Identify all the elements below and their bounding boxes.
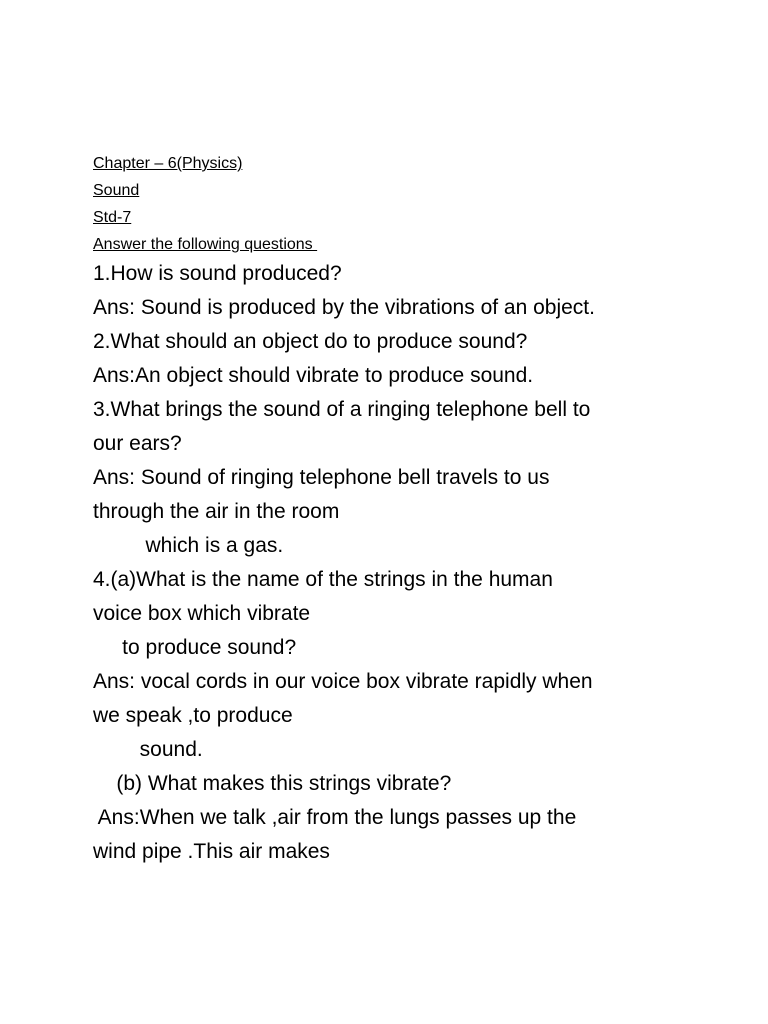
- answer-4b-line-1: Ans:When we talk ,air from the lungs passes up the: [93, 806, 577, 829]
- answer-2: Ans:An object should vibrate to produce sound.: [93, 364, 534, 387]
- topic-title: Sound: [93, 182, 140, 199]
- question-1: 1.How is sound produced?: [93, 262, 342, 285]
- chapter-title: Chapter – 6(Physics): [93, 155, 243, 172]
- answer-4a-line-1: Ans: vocal cords in our voice box vibrate rapidly when: [93, 670, 593, 693]
- answer-4a-line-2: we speak ,to produce: [93, 704, 293, 727]
- answer-3-line-1: Ans: Sound of ringing telephone bell travels to us: [93, 466, 550, 489]
- question-3-line-2: our ears?: [93, 432, 182, 455]
- question-4a-line-2: voice box which vibrate: [93, 602, 311, 625]
- question-3-line-1: 3.What brings the sound of a ringing telephone bell to: [93, 398, 591, 421]
- question-answer-text: [93, 257, 713, 869]
- answer-4a-line-3: sound.: [93, 738, 203, 761]
- answer-1: Ans: Sound is produced by the vibrations of an object.: [93, 296, 595, 319]
- question-4a-line-3: to produce sound?: [93, 636, 297, 659]
- instruction-heading: Answer the following questions: [93, 236, 318, 253]
- question-2: 2.What should an object do to produce sound?: [93, 330, 528, 353]
- question-4b: (b) What makes this strings vibrate?: [93, 772, 452, 795]
- answer-3-line-2: through the air in the room: [93, 500, 340, 523]
- standard-label: Std-7: [93, 209, 132, 226]
- answer-4b-line-2: wind pipe .This air makes: [93, 840, 330, 863]
- answer-3-line-3: which is a gas.: [93, 534, 284, 557]
- question-4a-line-1: 4.(a)What is the name of the strings in the human: [93, 568, 553, 591]
- document-header: [93, 150, 693, 258]
